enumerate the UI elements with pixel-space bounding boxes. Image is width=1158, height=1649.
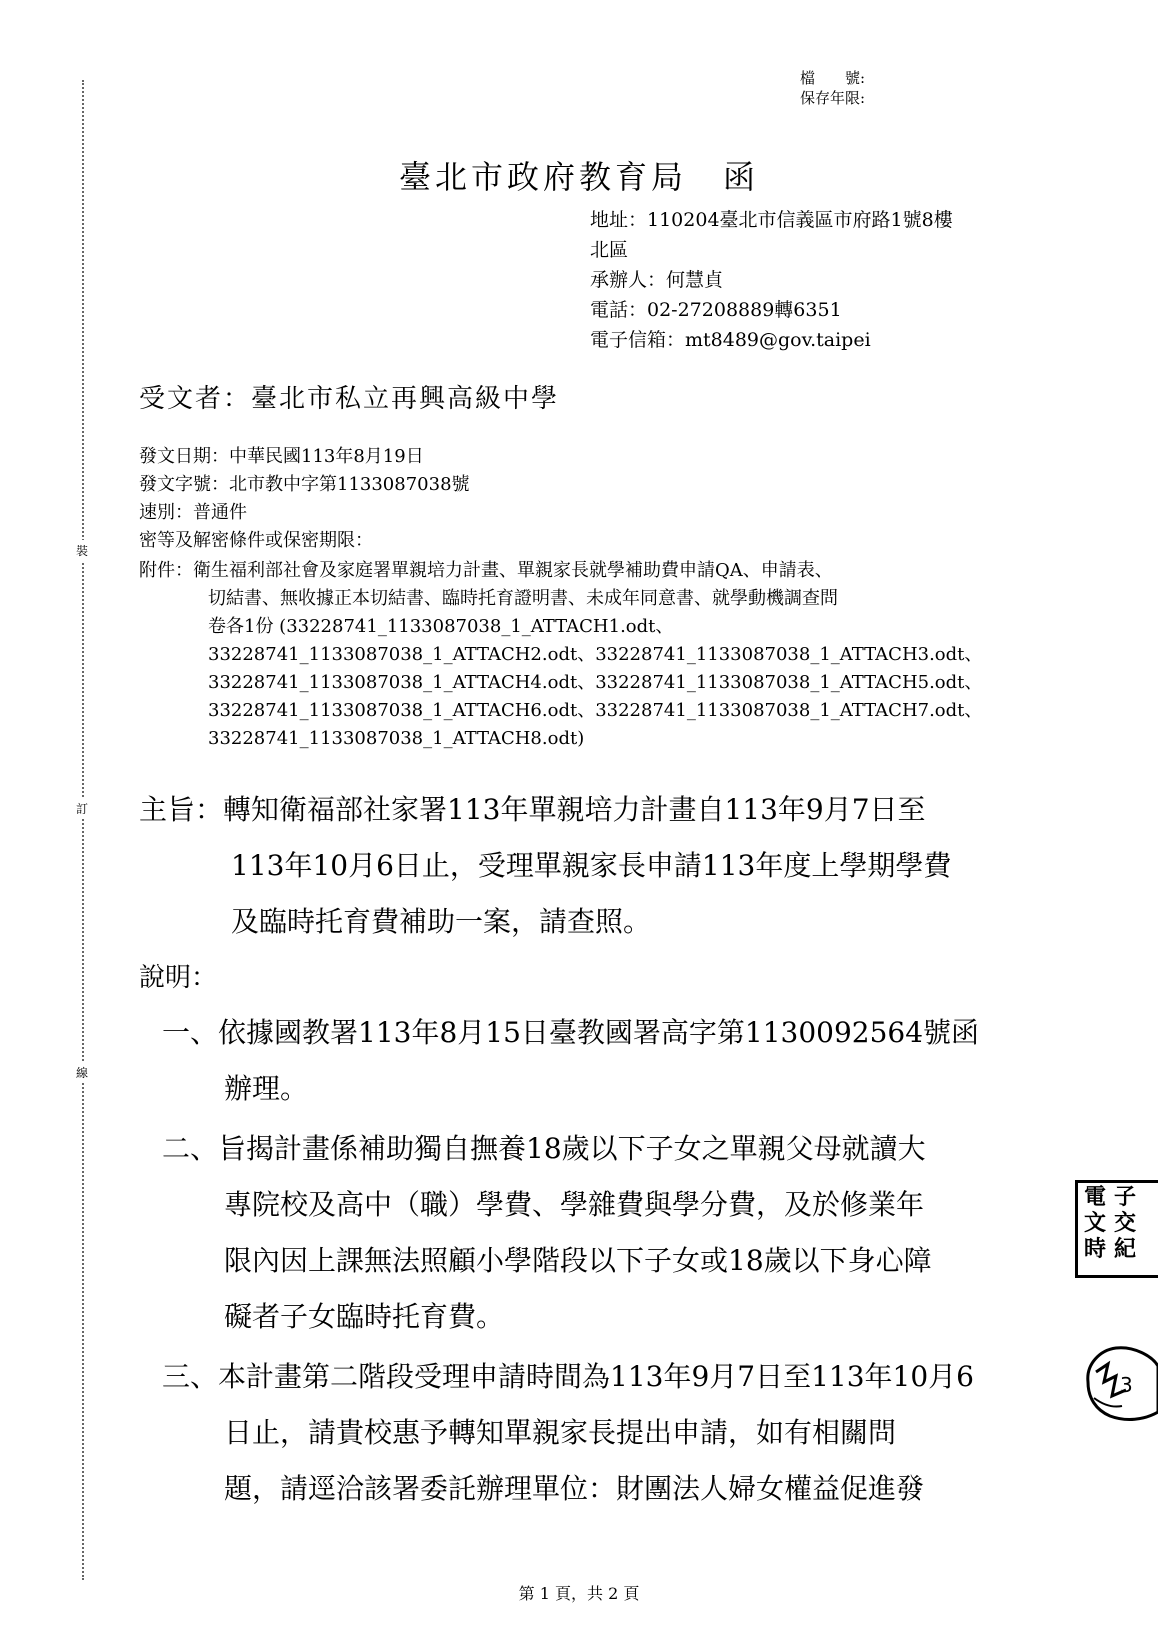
phone: 電話：02-27208889轉6351 [590,299,842,321]
document-title: 臺北市政府教育局 函 [398,158,759,196]
subject-line-2: 113年10月6日止，受理單親家長申請113年度上學期學費 [231,849,952,882]
page-number: 第 1 頁，共 2 頁 [518,1584,640,1603]
document-meta [139,443,470,555]
attachment-line: 33228741_1133087038_1_ATTACH2.odt、33228741_1133087038_1_ATTACH3.odt、 [208,644,983,665]
item-three-line: 三、本計畫第二階段受理申請時間為113年9月7日至113年10月6 [162,1360,974,1393]
speed-class: 速別：普通件 [139,502,247,523]
item-two-line: 專院校及高中（職）學費、學雜費與學分費，及於修業年 [224,1188,925,1221]
attachments [139,557,982,753]
contact-block [590,205,953,355]
item-two-line: 礙者子女臨時托育費。 [224,1300,505,1333]
seal-number: 3 [1120,1373,1133,1397]
stamp-char: 時 [1084,1236,1107,1262]
officer: 承辦人：何慧貞 [590,269,724,291]
description-label: 說明： [139,963,218,993]
attachment-line: 附件：衛生福利部社會及家庭署單親培力計畫、單親家長就學補助費申請QA、申請表、 [139,560,833,581]
attachment-line: 切結書、無收據正本切結書、臨時托育證明書、未成年同意書、就學動機調查問 [208,588,838,609]
attachment-line: 33228741_1133087038_1_ATTACH8.odt) [208,728,585,749]
retention-period: 保存年限: [800,89,866,107]
subject-line-3: 及臨時托育費補助一案，請查照。 [231,905,652,938]
seal-icon [1082,1342,1158,1422]
subject-line-1: 主旨：轉知衛福部社家署113年單親培力計畫自113年9月7日至 [139,793,926,826]
address-line-1: 地址：110204臺北市信義區市府路1號8樓 [590,209,953,231]
address-line-2: 北區 [590,239,629,261]
item-three-line: 題，請逕洽該署委託辦理單位：財團法人婦女權益促進發 [224,1472,925,1505]
secrecy-class: 密等及解密條件或保密期限： [139,530,373,551]
document-number: 發文字號：北市教中字第1133087038號 [139,474,470,495]
stamp-char: 電 [1084,1184,1107,1210]
file-number: 檔 號: [800,69,866,87]
item-three-line: 日止，請貴校惠予轉知單親家長提出申請，如有相關問 [224,1416,897,1449]
item-one-line: 辦理。 [224,1072,309,1105]
stamp-char: 紀 [1114,1236,1137,1262]
item-two-line: 限內因上課無法照顧小學階段以下子女或18歲以下身心障 [224,1244,932,1277]
attachment-line: 卷各1份 (33228741_1133087038_1_ATTACH1.odt、 [208,616,674,637]
margin-staple-mark: 訂 [76,798,88,819]
file-meta [800,68,865,108]
item-two-line: 二、旨揭計畫係補助獨自撫養18歲以下子女之單親父母就讀大 [162,1132,926,1165]
stamp-char: 文 [1084,1210,1107,1236]
attachment-line: 33228741_1133087038_1_ATTACH6.odt、33228741_1133087038_1_ATTACH7.odt、 [208,700,983,721]
item-one-line: 一、依據國教署113年8月15日臺教國署高字第1130092564號函 [162,1016,980,1049]
binding-margin-line [82,80,88,1580]
issue-date: 發文日期：中華民國113年8月19日 [139,446,424,467]
stamp-char: 子 [1114,1184,1137,1210]
electronic-exchange-stamp [1075,1180,1158,1278]
margin-bind-mark: 裝 [76,540,88,561]
margin-line-mark: 線 [76,1062,88,1083]
email: 電子信箱：mt8489@gov.taipei [590,329,871,351]
stamp-char: 交 [1114,1210,1137,1236]
recipient: 受文者：臺北市私立再興高級中學 [139,384,560,414]
attachment-line: 33228741_1133087038_1_ATTACH4.odt、33228741_1133087038_1_ATTACH5.odt、 [208,672,983,693]
